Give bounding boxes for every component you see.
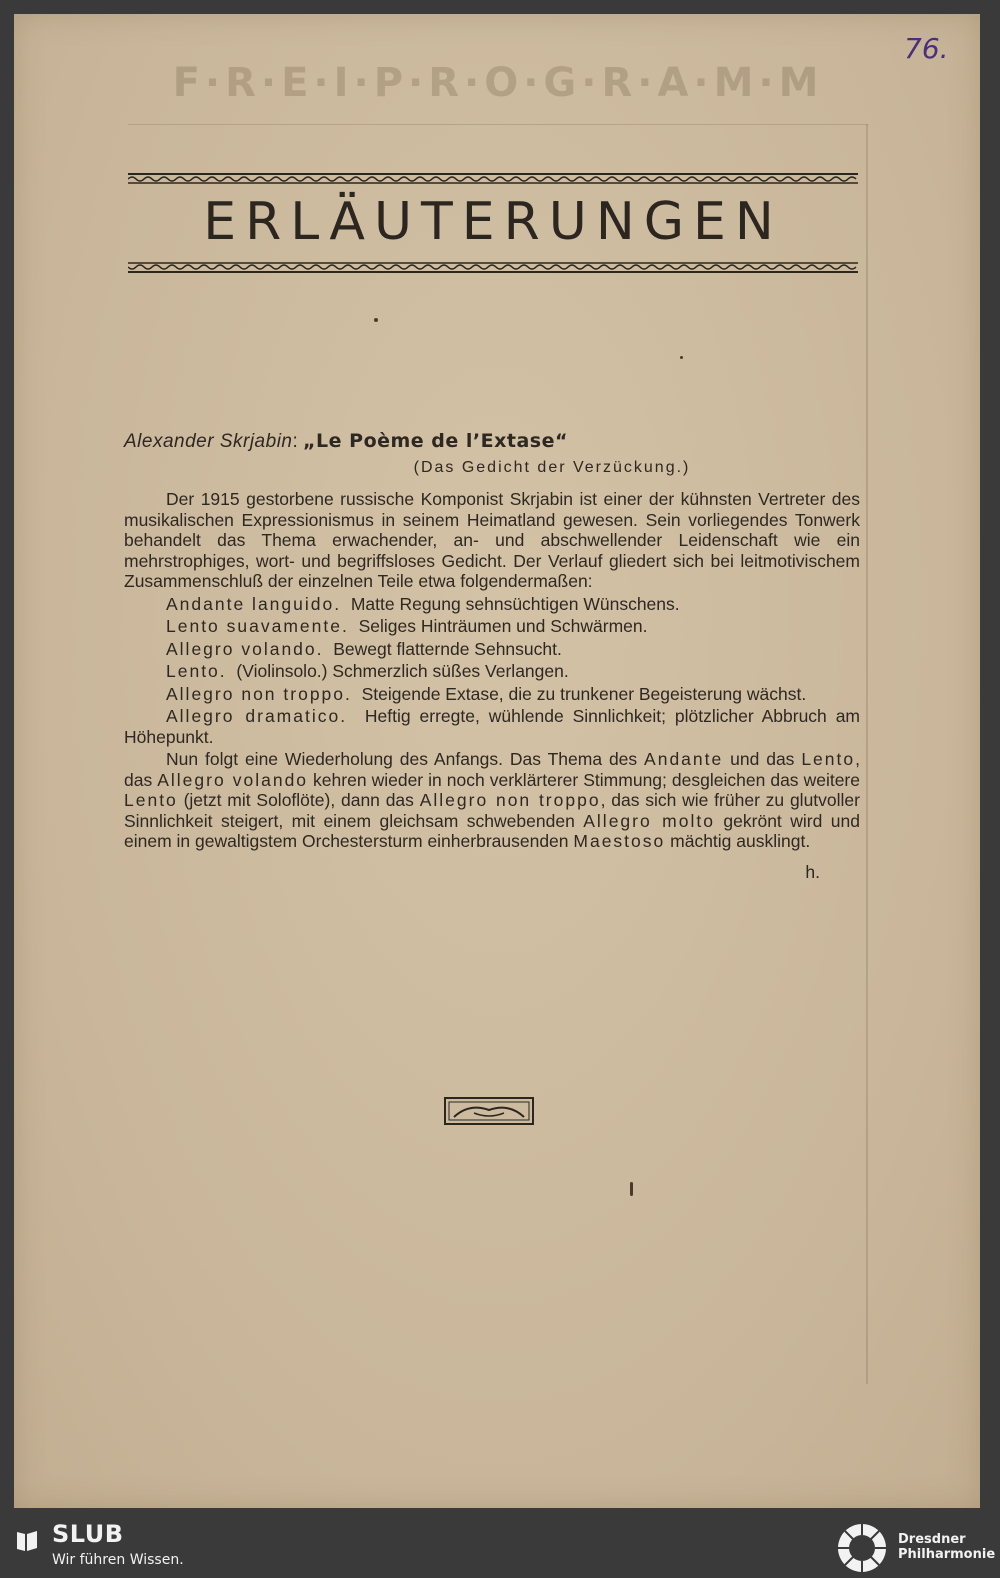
movement-entry <box>124 594 860 615</box>
movement-entry <box>124 661 860 682</box>
paper-speck <box>680 356 683 359</box>
movement-description: Seliges Hinträumen und Schwärmen. <box>358 616 648 636</box>
ornamental-rule-top <box>128 172 858 184</box>
closing-tempo: Allegro non troppo <box>419 790 601 810</box>
article-title-line <box>124 428 860 455</box>
movement-description: Steigende Extase, die zu trunkener Begeisterung wächst. <box>361 683 807 704</box>
slub-tagline: Wir führen Wissen. <box>52 1552 184 1568</box>
frame-line-top <box>128 124 868 125</box>
closing-text: und das <box>723 749 802 769</box>
paper-speck <box>630 1182 633 1196</box>
title-colon: : <box>292 431 304 452</box>
slub-logo-icon <box>14 1528 40 1554</box>
closing-tempo: Allegro molto <box>583 810 715 831</box>
closing-text: mächtig ausklingt. <box>665 831 811 851</box>
slub-name: SLUB <box>52 1520 124 1548</box>
bleed-through-text: F·R·E·I·P·R·O·G·R·A·M·M <box>172 60 824 106</box>
ornamental-rule-bottom <box>128 262 858 274</box>
closing-text: gekrönt wird und einem in gewaltigstem Orchestersturm einherbrausenden <box>124 810 860 851</box>
movement-description: Bewegt flatternde Sehnsucht. <box>333 638 562 659</box>
paper-speck <box>374 318 378 322</box>
movement-tempo: Allegro volando. <box>166 638 324 659</box>
movement-entry <box>124 639 860 660</box>
page-number-annotation: 76. <box>904 32 949 65</box>
closing-tempo: Maestoso <box>573 831 666 851</box>
movement-tempo: Lento suavamente. <box>166 616 349 636</box>
page-headline: ERLÄUTERUNGEN <box>203 192 783 252</box>
closing-tempo: Andante <box>644 749 724 769</box>
closing-tempo: Lento <box>801 749 856 769</box>
closing-text: , das <box>124 749 860 790</box>
movement-entry <box>124 684 860 705</box>
author-signature: h. <box>805 861 820 882</box>
movement-description: (Violinsolo.) Schmerzlich süßes Verlangen. <box>236 661 569 681</box>
frame-line-right <box>866 124 868 1384</box>
philharmonie-logo-icon <box>836 1522 888 1574</box>
movement-tempo: Andante languido. <box>166 593 342 614</box>
closing-text: , das sich wie früher zu glutvoller Sinnlichkeit steigert, mit einem gleichsam schwebenden <box>124 790 860 831</box>
composer-name: Alexander Skrjabin <box>124 431 293 452</box>
movement-entry <box>124 706 860 747</box>
movement-tempo: Lento. <box>166 661 227 681</box>
intro-paragraph: Der 1915 gestorbene russische Komponist Skrjabin ist einer der kühnsten Vertreter des musikalischen Expressionismus in seinem Heimatland gewesen. Sein vorliegendes Tonwerk behandelt das Thema erwachender, an- und abschwellender Leidenschaft wie ein mehrstrophiges, wort- und begriffsloses Gedicht. Der Verlauf gliedert sich bei leitmotivischem Zusammenschluß der einzelnen Teile etwa folgendermaßen: <box>124 489 860 591</box>
footer-bar <box>0 1518 1000 1578</box>
partner-name-line2: Philharmonie <box>898 1547 996 1562</box>
partner-name-line1: Dresdner <box>898 1532 966 1547</box>
partner-name <box>898 1532 995 1562</box>
closing-text: (jetzt mit Soloflöte), dann das <box>177 790 420 810</box>
movement-tempo: Allegro dramatico. <box>166 706 348 726</box>
movement-tempo: Allegro non troppo. <box>166 683 352 704</box>
work-subtitle: (Das Gedicht der Verzückung.) <box>413 459 691 476</box>
movement-description: Matte Regung sehnsüchtigen Wünschens. <box>350 593 680 614</box>
closing-text: kehren wieder in noch verklärterer Stimmung; desgleichen das weitere <box>308 769 860 790</box>
vignette-ornament <box>444 1097 534 1125</box>
closing-text: Nun folgt eine Wiederholung des Anfangs. Das Thema des <box>166 749 645 769</box>
work-title: „Le Poème de l’Extase“ <box>303 430 568 452</box>
closing-tempo: Lento <box>124 790 178 810</box>
movement-entry <box>124 616 860 637</box>
closing-paragraph <box>124 749 860 852</box>
article <box>124 428 860 883</box>
movement-description: Heftig erregte, wühlende Sinnlichkeit; plötzlicher Abbruch am Höhepunkt. <box>124 706 861 747</box>
closing-tempo: Allegro volando <box>157 769 309 790</box>
